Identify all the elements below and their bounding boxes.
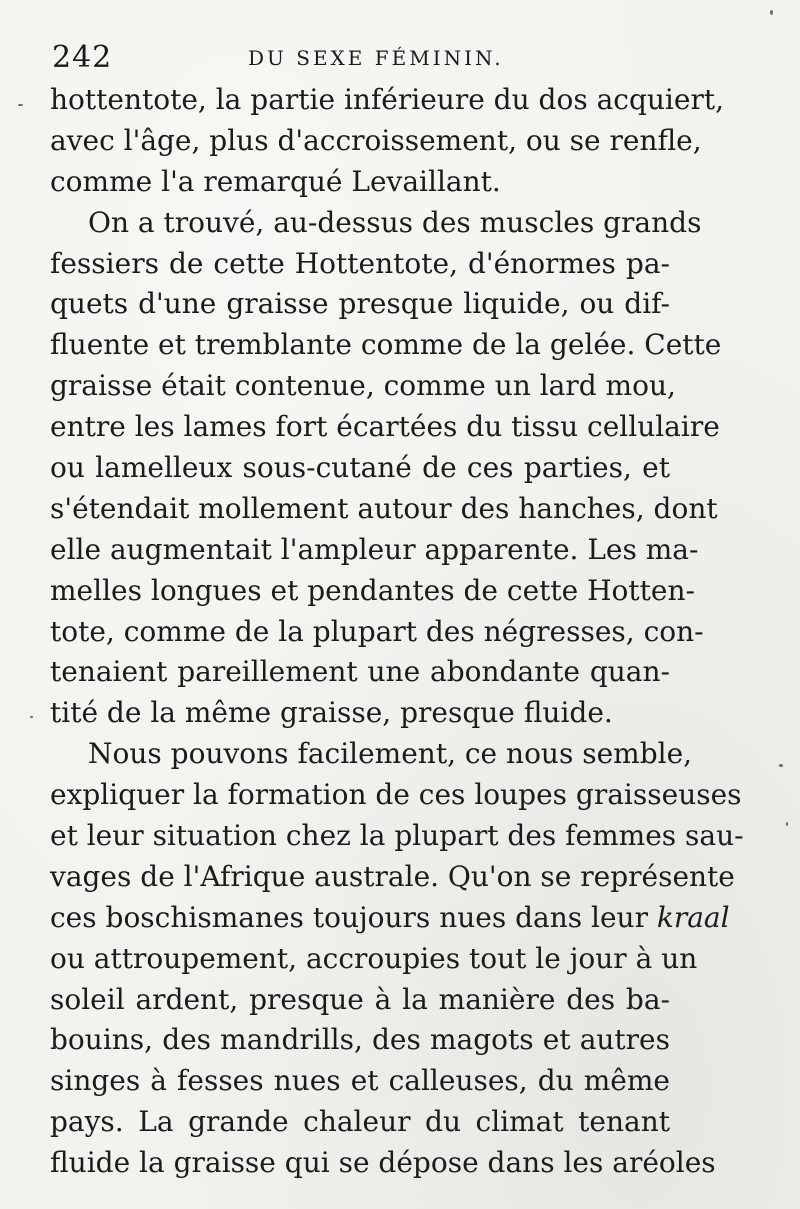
text-line: bouins, des mandrills, des magots et autres	[50, 1023, 670, 1057]
text-line: melles longues et pendantes de cette Hotten-	[50, 573, 695, 607]
text-line: Nous pouvons facilement, ce nous semble,	[88, 737, 693, 771]
body-text	[50, 80, 744, 1184]
text-line: pays. La grande chaleur du climat tenant	[50, 1105, 670, 1139]
text-line: fluide la graisse qui se dépose dans les aréoles	[50, 1146, 716, 1180]
print-speck	[779, 764, 783, 767]
text-line: graisse était contenue, comme un lard mou,	[50, 369, 676, 403]
text-line: singes à fesses nues et calleuses, du même	[50, 1064, 670, 1098]
text-line: ou lamelleux sous-cutané de ces parties, et	[50, 451, 670, 485]
italic-word: kraal	[656, 900, 730, 934]
text-line: s'étendait mollement autour des hanches, dont	[50, 491, 718, 525]
text-line: ou attroupement, accroupies tout le jour à un	[50, 941, 698, 975]
print-speck	[786, 822, 788, 826]
text-line: fessiers de cette Hottentote, d'énormes pa-	[50, 246, 670, 280]
text-line: tité de la même graisse, presque fluide.	[50, 696, 613, 730]
print-speck	[30, 716, 33, 718]
text-line-with-italic	[50, 898, 730, 939]
text-line: et leur situation chez la plupart des femmes sau-	[50, 819, 744, 853]
print-speck	[770, 10, 773, 15]
print-speck	[18, 104, 23, 106]
text-line: avec l'âge, plus d'accroissement, ou se renfle,	[50, 123, 702, 157]
text-line: comme l'a remarqué Levaillant.	[50, 164, 501, 198]
text-line: entre les lames fort écartées du tissu cellulaire	[50, 410, 720, 444]
text-line: tote, comme de la plupart des négresses, con-	[50, 614, 704, 648]
text-line: tenaient pareillement une abondante quan-	[50, 655, 670, 689]
text-line: On a trouvé, au-dessus des muscles grands	[88, 205, 702, 239]
text-fragment: ces boschismanes toujours nues dans leur	[50, 900, 648, 934]
page-number: 242	[52, 40, 113, 75]
running-head	[52, 40, 742, 76]
running-title: DU SEXE FÉMININ.	[248, 46, 504, 70]
text-line: fluente et tremblante comme de la gelée. Cette	[50, 328, 722, 362]
text-line: hottentote, la partie inférieure du dos acquiert,	[50, 83, 724, 116]
text-line: expliquer la formation de ces loupes graisseuses	[50, 778, 742, 812]
text-line: vages de l'Afrique australe. Qu'on se représente	[50, 859, 735, 893]
text-line: elle augmentait l'ampleur apparente. Les ma-	[50, 532, 699, 566]
text-line: quets d'une graisse presque liquide, ou dif-	[50, 287, 670, 321]
text-line: soleil ardent, presque à la manière des ba-	[50, 982, 670, 1016]
